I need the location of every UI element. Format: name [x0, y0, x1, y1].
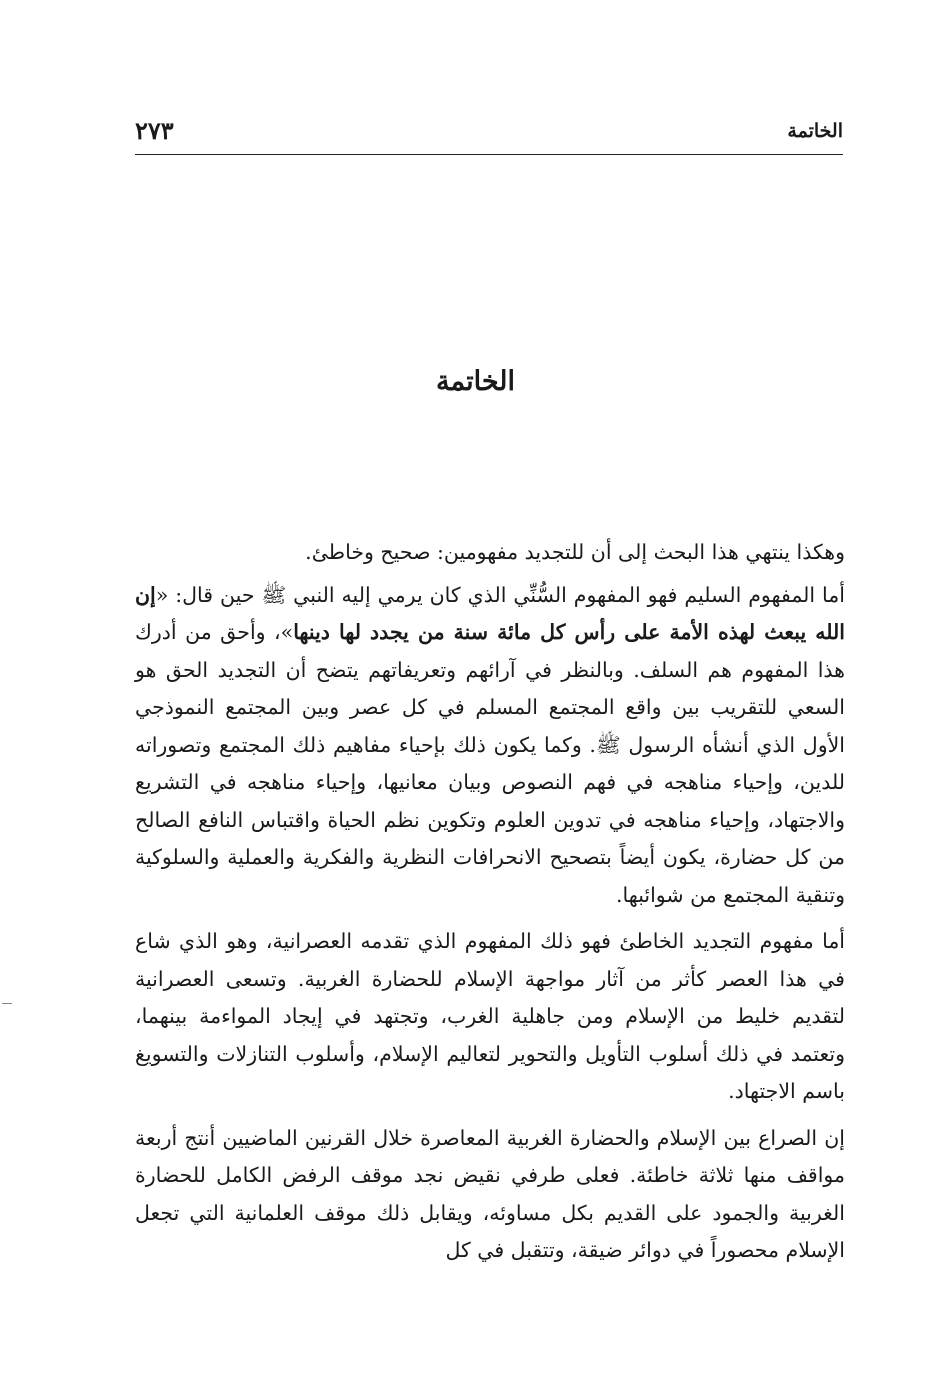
margin-mark: [2, 1003, 12, 1004]
paragraph-text-after-hadith: »، وأحق من أدرك هذا المفهوم هم السلف. وبالنظر في آرائهم وتعريفاتهم يتضح أن التجديد الحق هو السعي للتقريب بين واقع المجتمع المسلم في كل عصر وبين المجتمع النموذجي الأول الذي أنشأه الرسول ﷺ. وكما يكون ذلك بإحياء مفاهيم ذلك المجتمع وتصوراته للدين، وإحياء مناهجه في فهم النصوص وبيان معانيها، وإحياء مناهجه في التشريع والاجتهاد، وإحياء مناهجه في تدوين العلوم وتكوين نظم الحياة واقتباس النافع الصالح من كل حضارة، يكون أيضاً بتصحيح الانحرافات النظرية والفكرية والعملية والسلوكية وتنقية المجتمع من شوائبها.: [135, 620, 845, 907]
paragraph-text-before-hadith: أما المفهوم السليم فهو المفهوم السُّنِّي الذي كان يرمي إليه النبي ﷺ حين قال: «: [155, 582, 845, 607]
paragraph-wrong-concept: أما مفهوم التجديد الخاطئ فهو ذلك المفهوم الذي تقدمه العصرانية، وهو الذي شاع في هذا العصر كأثر من آثار مواجهة الإسلام للحضارة الغربية. وتسعى العصرانية لتقديم خليط من الإسلام ومن جاهلية الغرب، وتجتهد في إيجاد المواءمة بينهما، وتعتمد في ذلك أسلوب التأويل والتحوير لتعاليم الإسلام، وأسلوب التنازلات والتسويغ باسم الاجتهاد.: [135, 929, 845, 1103]
paragraph-intro: وهكذا ينتهي هذا البحث إلى أن للتجديد مفهومين: صحيح وخاطئ.: [305, 540, 845, 564]
paragraph-correct-concept: [135, 577, 845, 915]
hadith-quote: إن الله يبعث لهذه الأمة على رأس كل مائة سنة من يجدد لها دينها: [135, 582, 845, 644]
paragraph-four-positions: إن الصراع بين الإسلام والحضارة الغربية المعاصرة خلال القرنين الماضيين أنتج أربعة مواقف منها ثلاثة خاطئة. فعلى طرفي نقيض نجد موقف الرفض الكامل للحضارة الغربية والجمود على القديم بكل مساوئه، ويقابل ذلك موقف العلمانية التي تجعل الإسلام محصوراً في دوائر ضيقة، وتتقبل في كل: [135, 1125, 845, 1262]
chapter-title: الخاتمة: [436, 366, 515, 397]
page-number: ٢٧٣: [135, 116, 174, 145]
body-text: [135, 534, 845, 1270]
running-header: [135, 118, 843, 155]
running-title: الخاتمة: [787, 120, 843, 142]
